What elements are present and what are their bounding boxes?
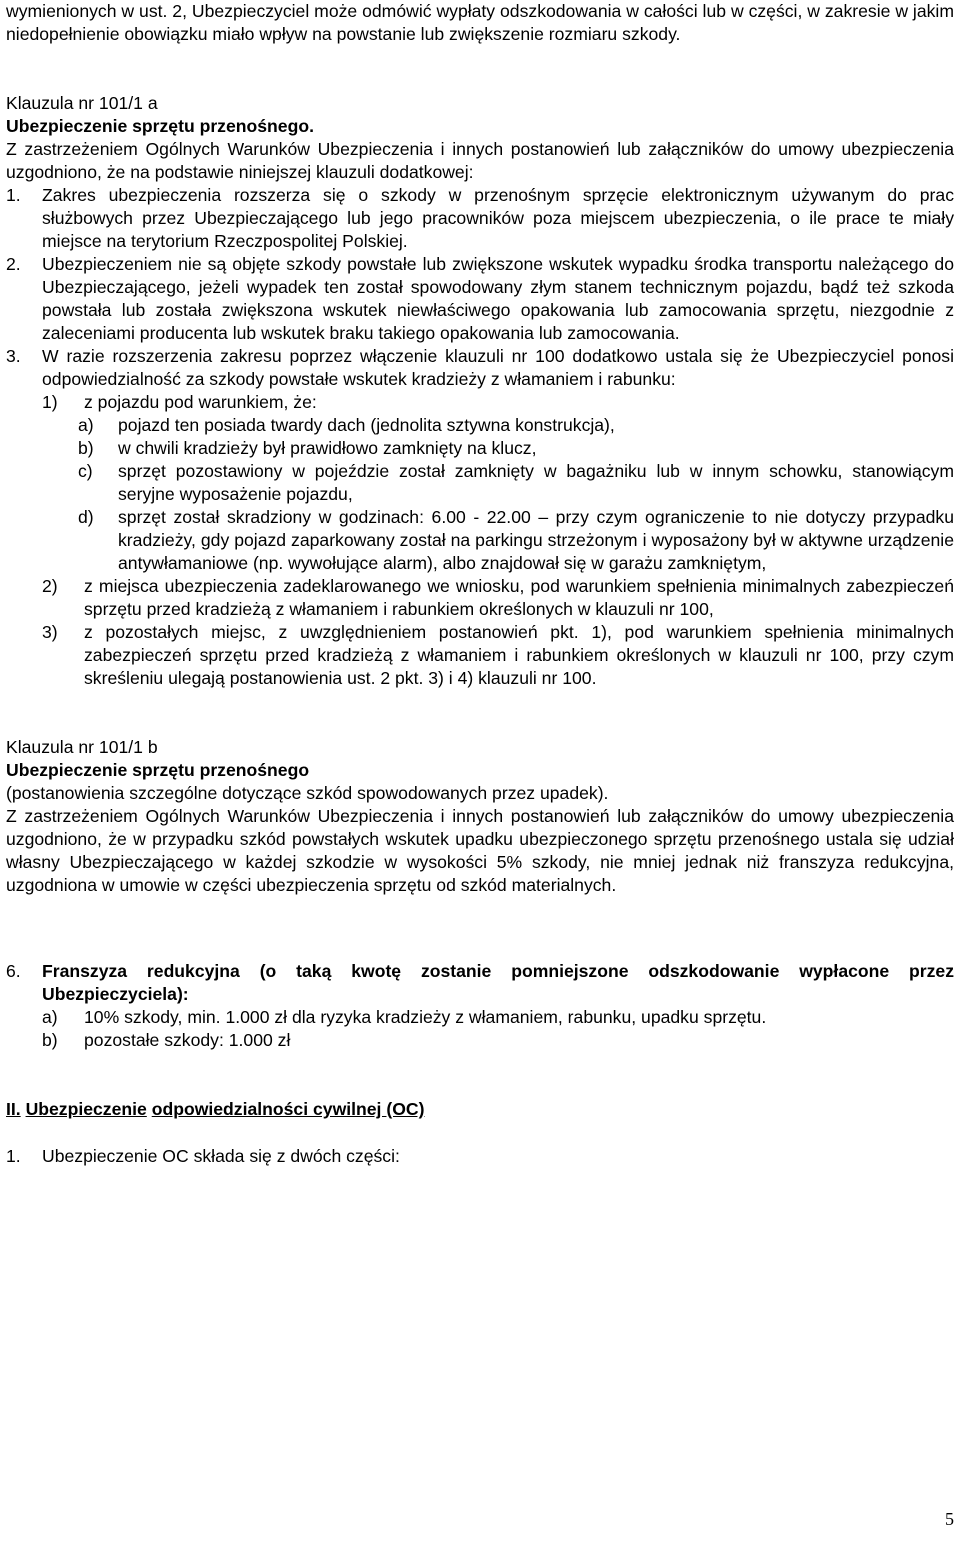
item-text: W razie rozszerzenia zakresu poprzez włączenie klauzuli nr 100 dodatkowo ustala się że Ubezpieczyciel ponosi odpowiedzialność za szkody powstałe wskutek kradzieży z włamaniem i rabunku: <box>42 346 954 389</box>
list-text: pozostałe szkody: 1.000 zł <box>84 1030 291 1050</box>
section-ii-word2: odpowiedzialności cywilnej (OC) <box>151 1099 425 1119</box>
item-text: Ubezpieczeniem nie są objęte szkody powstałe lub zwiększone wskutek wypadku środka transportu należącego do Ubezpieczającego, jeżeli wypadek ten został spowodowany złym stanem technicznym pojazdu, bądź też szkoda powstała lub została zwiększona wskutek niewłaściwego opakowania lub zamocowania sprzętu, niezgodnie z zaleceniami producenta lub wskutek braku takiego opakowania lub zamocowania. <box>42 254 954 343</box>
subitem-1 <box>42 391 954 414</box>
letter-item-d <box>78 506 954 575</box>
letter-number: b) <box>78 438 94 458</box>
intro-paragraph: wymienionych w ust. 2, Ubezpieczyciel może odmówić wypłaty odszkodowania w całości lub w części, w zakresie w jakim niedopełnienie obowiązku miało wpływ na powstanie lub zwiększenie rozmiaru szkody. <box>6 1 954 44</box>
clause-a-number: Klauzula nr 101/1 a <box>6 93 158 113</box>
letter-text: w chwili kradzieży był prawidłowo zamknięty na klucz, <box>118 438 537 458</box>
section-6-heading <box>6 960 954 1006</box>
section-ii-roman: II. <box>6 1099 21 1119</box>
clause-a-preamble: Z zastrzeżeniem Ogólnych Warunków Ubezpieczenia i innych postanowień lub załączników do umowy ubezpieczenia uzgodniono, że na podstawie niniejszej klauzuli dodatkowej: <box>6 139 954 182</box>
section-ii-word1: Ubezpieczenie <box>25 1099 147 1119</box>
section-number: 6. <box>6 961 21 981</box>
letter-number: c) <box>78 461 93 481</box>
section-6-item-a <box>42 1006 954 1029</box>
subitem-number: 2) <box>42 576 58 596</box>
subitem-text: z pozostałych miejsc, z uwzględnieniem postanowień pkt. 1), pod warunkiem spełnienia minimalnych zabezpieczeń sprzętu przed kradzieżą z włamaniem i rabunkiem określonych w klauzuli nr 100, przy czym skreśleniu ulegają postanowienia ust. 2 pkt. 3) i 4) klauzuli nr 100. <box>84 622 954 688</box>
subitem-number: 1) <box>42 392 58 412</box>
section-6-item-b <box>42 1029 954 1052</box>
item-text: Zakres ubezpieczenia rozszerza się o szkody w przenośnym sprzęcie elektronicznym używanym do prac służbowych przez Ubezpieczającego lub jego pracowników poza miejscem ubezpieczenia, o ile prace te miały miejsce na terytorium Rzeczpospolitej Polskiej. <box>42 185 954 251</box>
clause-b-number: Klauzula nr 101/1 b <box>6 737 158 757</box>
document-page <box>6 0 954 1168</box>
clause-a-item-3 <box>6 345 954 391</box>
subitem-text: z miejsca ubezpieczenia zadeklarowanego we wniosku, pod warunkiem spełnienia minimalnych zabezpieczeń sprzętu przed kradzieżą z włamaniem i rabunkiem określonych w klauzuli nr 100, <box>84 576 954 619</box>
item-text: Ubezpieczenie OC składa się z dwóch części: <box>42 1146 400 1166</box>
clause-a-title: Ubezpieczenie sprzętu przenośnego. <box>6 116 314 136</box>
clause-a-subitems-rest <box>6 575 954 690</box>
letter-item-b <box>78 437 954 460</box>
subitem-number: 3) <box>42 622 58 642</box>
clause-b-body: Z zastrzeżeniem Ogólnych Warunków Ubezpieczenia i innych postanowień lub załączników do umowy ubezpieczenia uzgodniono, że w przypadku szkód powstałych wskutek upadku ubezpieczonego sprzętu przenośnego ustala się udział własny Ubezpieczającego w każdej szkodzie w wysokości 5% szkody, nie mniej jednak niż franszyza redukcyjna, uzgodniona w umowie w części ubezpieczenia sprzętu od szkód materialnych. <box>6 806 954 895</box>
page-number: 5 <box>945 1509 954 1529</box>
letter-number: a) <box>78 415 94 435</box>
clause-b-subtitle: (postanowienia szczególne dotyczące szkód spowodowanych przez upadek). <box>6 783 609 803</box>
item-number: 1. <box>6 185 21 205</box>
letter-text: pojazd ten posiada twardy dach (jednolita sztywna konstrukcja), <box>118 415 615 435</box>
subitem-2 <box>42 575 954 621</box>
subitem-text: z pojazdu pod warunkiem, że: <box>84 392 317 412</box>
oc-item-1 <box>6 1145 954 1168</box>
item-number: 2. <box>6 254 21 274</box>
list-number: a) <box>42 1007 58 1027</box>
section-6-list <box>6 1006 954 1052</box>
section-ii-heading <box>6 1098 954 1121</box>
list-text: 10% szkody, min. 1.000 zł dla ryzyka kradzieży z włamaniem, rabunku, upadku sprzętu. <box>84 1007 767 1027</box>
item-number: 1. <box>6 1146 21 1166</box>
section-title: Franszyza redukcyjna (o taką kwotę zostanie pomniejszone odszkodowanie wypłacone przez Ubezpieczyciela): <box>42 961 954 1004</box>
letter-text: sprzęt pozostawiony w pojeździe został zamknięty w bagażniku lub w innym schowku, stanowiącym seryjne wyposażenie pojazdu, <box>118 461 954 504</box>
letter-text: sprzęt został skradziony w godzinach: 6.00 - 22.00 – przy czym ograniczenie to nie dotyczy przypadku kradzieży, gdy pojazd zaparkowany został na parkingu strzeżonym i wyposażony był w aktywne urządzenie antywłamaniowe (np. wywołujące alarm), albo znajdował się w garażu zamkniętym, <box>118 507 954 573</box>
clause-a-item-1 <box>6 184 954 253</box>
subitem-3 <box>42 621 954 690</box>
clause-b-title: Ubezpieczenie sprzętu przenośnego <box>6 760 310 780</box>
clause-a-item-2 <box>6 253 954 345</box>
letter-number: d) <box>78 507 94 527</box>
item-number: 3. <box>6 346 21 366</box>
clause-a-letter-list <box>6 414 954 575</box>
list-number: b) <box>42 1030 58 1050</box>
letter-item-a <box>78 414 954 437</box>
clause-a-subitems <box>6 391 954 414</box>
letter-item-c <box>78 460 954 506</box>
